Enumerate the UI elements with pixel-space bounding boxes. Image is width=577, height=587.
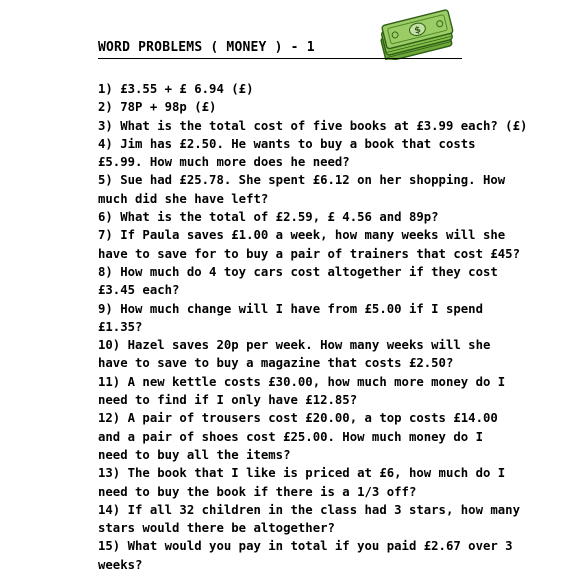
title-underline	[98, 58, 462, 59]
problem-line: need to find if I only have £12.85?	[98, 393, 358, 408]
problem-line: much did she have left?	[98, 191, 269, 206]
problem-line: £1.35?	[98, 319, 143, 334]
problem-line: 7) If Paula saves £1.00 a week, how many weeks will she	[98, 228, 506, 243]
problem-line: 10) Hazel saves 20p per week. How many weeks will she	[98, 338, 491, 353]
problem-line: 3) What is the total cost of five books at £3.99 each? (£)	[98, 118, 528, 133]
problem-line: 11) A new kettle costs £30.00, how much more money do I	[98, 374, 506, 389]
problem-line: need to buy all the items?	[98, 447, 291, 462]
worksheet-title: WORD PROBLEMS ( MONEY ) - 1	[98, 40, 315, 55]
problem-line: 15) What would you pay in total if you paid £2.67 over 3	[98, 539, 513, 554]
problem-line: and a pair of shoes cost £25.00. How much money do I	[98, 429, 483, 444]
problem-line: stars would there be altogether?	[98, 521, 335, 536]
problem-line: weeks?	[98, 557, 143, 572]
problem-list	[98, 80, 528, 574]
problem-line: 6) What is the total of £2.59, £ 4.56 and 89p?	[98, 210, 439, 225]
problem-line: have to save to buy a magazine that costs £2.50?	[98, 356, 454, 371]
problem-line: 13) The book that I like is priced at £6, how much do I	[98, 466, 506, 481]
problem-line: 5) Sue had £25.78. She spent £6.12 on her shopping. How	[98, 173, 506, 188]
problem-line: £3.45 each?	[98, 283, 180, 298]
problem-line: 12) A pair of trousers cost £20.00, a top costs £14.00	[98, 411, 498, 426]
problem-line: need to buy the book if there is a 1/3 off?	[98, 484, 417, 499]
problem-line: 1) £3.55 + £ 6.94 (£)	[98, 82, 254, 96]
problem-line: 8) How much do 4 toy cars cost altogether if they cost	[98, 264, 498, 279]
problem-line: 9) How much change will I have from £5.00 if I spend	[98, 301, 483, 316]
svg-text:$: $	[413, 25, 423, 37]
money-banknotes-icon	[370, 4, 460, 60]
problem-line: have to save for to buy a pair of trainers that cost £45?	[98, 246, 520, 261]
problem-line: 2) 78P + 98p (£)	[98, 100, 217, 115]
problem-line: 4) Jim has £2.50. He wants to buy a book that costs	[98, 136, 476, 151]
problem-line: £5.99. How much more does he need?	[98, 155, 350, 170]
problem-line: 14) If all 32 children in the class had 3 stars, how many	[98, 502, 520, 517]
